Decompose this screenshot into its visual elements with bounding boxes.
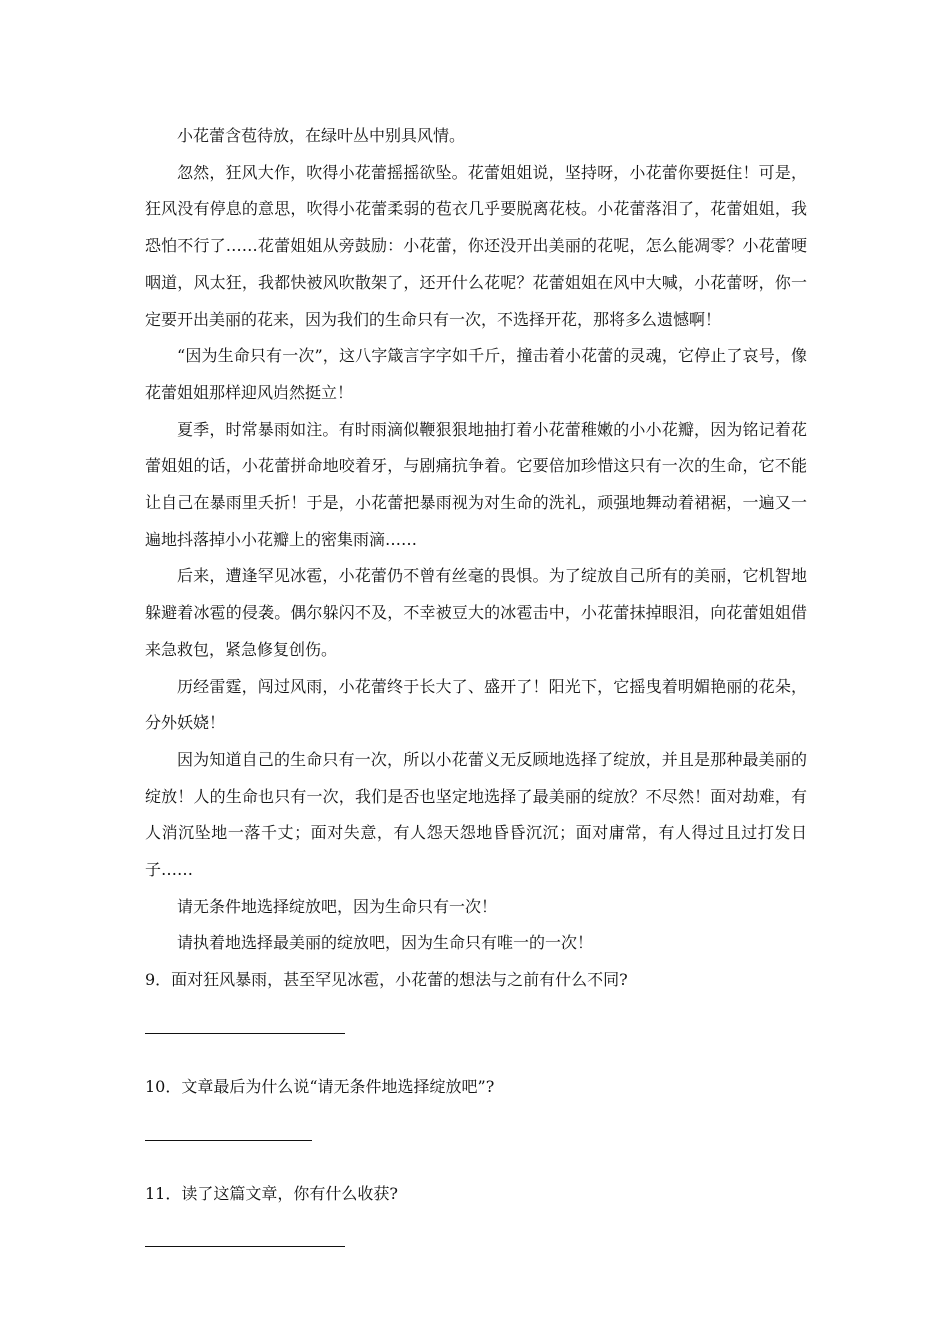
answer-line-9[interactable] [145,1033,345,1034]
passage-paragraph-1: 小花蕾含苞待放，在绿叶丛中别具风情。 [177,126,466,145]
passage-paragraph-5: 后来，遭逢罕见冰雹，小花蕾仍不曾有丝毫的畏惧。为了绽放自己所有的美丽，它机智地躲避着冰雹的侵袭。偶尔躲闪不及，不幸被豆大的冰雹击中，小花蕾抹掉眼泪，向花蕾姐姐借来急救包，紧急修复创伤。 [145,566,807,659]
document-page [145,118,807,1282]
answer-line-10[interactable] [145,1140,312,1141]
question-11-text: 11．读了这篇文章，你有什么收获? [145,1183,398,1203]
passage-paragraph-2: 忽然，狂风大作，吹得小花蕾摇摇欲坠。花蕾姐姐说，坚持呀，小花蕾你要挺住！可是，狂风没有停息的意思，吹得小花蕾柔弱的苞衣几乎要脱离花枝。小花蕾落泪了，花蕾姐姐，我恐怕不行了……花蕾姐姐从旁鼓励：小花蕾，你还没开出美丽的花呢，怎么能凋零？小花蕾哽咽道，风太狂，我都快被风吹散架了，还开什么花呢？花蕾姐姐在风中大喊，小花蕾呀，你一定要开出美丽的花来，因为我们的生命只有一次，不选择开花，那将多么遗憾啊！ [145,162,807,329]
passage-paragraph-3: “因为生命只有一次”，这八字箴言字字如千斤，撞击着小花蕾的灵魂，它停止了哀号，像花蕾姐姐那样迎风岿然挺立！ [145,346,807,402]
question-10-text: 10．文章最后为什么说“请无条件地选择绽放吧”? [145,1076,495,1096]
passage-paragraph-7: 因为知道自己的生命只有一次，所以小花蕾义无反顾地选择了绽放，并且是那种最美丽的绽放！人的生命也只有一次，我们是否也坚定地选择了最美丽的绽放？不尽然！面对劫难，有人消沉坠地一落千丈；面对失意，有人怨天怨地昏昏沉沉；面对庸常，有人得过且过打发日子…… [145,749,807,880]
passage-paragraph-4: 夏季，时常暴雨如注。有时雨滴似鞭狠狠地抽打着小花蕾稚嫩的小小花瓣，因为铭记着花蕾姐姐的话，小花蕾拼命地咬着牙，与剧痛抗争着。它要倍加珍惜这只有一次的生命，它不能让自己在暴雨里夭折！于是，小花蕾把暴雨视为对生命的洗礼，顽强地舞动着裙裾，一遍又一遍地抖落掉小小花瓣上的密集雨滴…… [145,419,807,549]
question-9 [145,962,807,1034]
passage-paragraph-6: 历经雷霆，闯过风雨，小花蕾终于长大了、盛开了！阳光下，它摇曳着明媚艳丽的花朵，分外妖娆！ [145,676,807,733]
question-11 [145,1176,807,1248]
question-10 [145,1069,807,1141]
questions-section [145,962,807,1247]
passage-paragraph-9: 请执着地选择最美丽的绽放吧，因为生命只有唯一的一次！ [177,933,594,953]
passage-paragraph-8: 请无条件地选择绽放吧，因为生命只有一次！ [177,896,498,916]
passage [145,118,807,962]
question-9-text: 9．面对狂风暴雨，甚至罕见冰雹，小花蕾的想法与之前有什么不同? [145,970,628,990]
answer-line-11[interactable] [145,1246,345,1247]
